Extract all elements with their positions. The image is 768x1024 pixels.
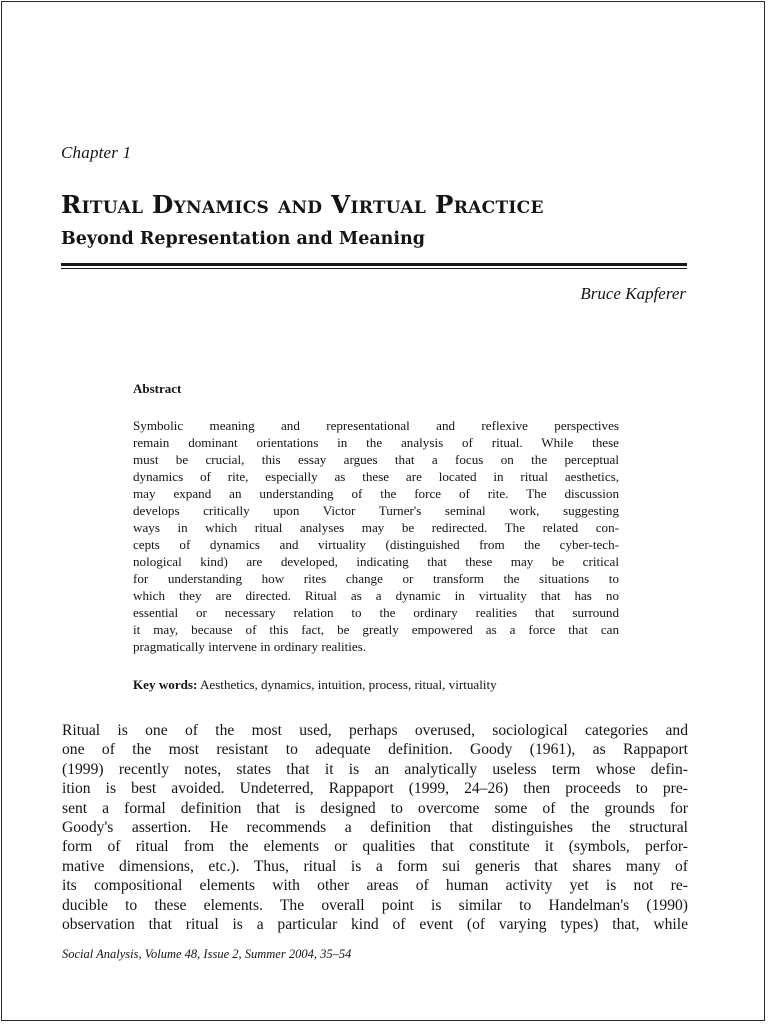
abstract-line: may expand an understanding of the force of rite. The discussion	[133, 486, 619, 501]
abstract-body	[133, 417, 619, 655]
abstract-line: must be crucial, this essay argues that a focus on the perceptual	[133, 452, 619, 467]
abstract-line: ways in which ritual analyses may be redirected. The related con-	[133, 520, 619, 535]
abstract-line: cepts of dynamics and virtuality (distinguished from the cyber-tech-	[133, 537, 619, 552]
journal-citation-footer: Social Analysis, Volume 48, Issue 2, Summer 2004, 35–54	[62, 947, 352, 961]
body-line: (1999) recently notes, states that it is an analytically useless term whose defin-	[62, 760, 688, 778]
abstract-line: pragmatically intervene in ordinary realities.	[133, 639, 367, 654]
abstract-heading: Abstract	[133, 381, 182, 396]
body-line: Goody's assertion. He recommends a definition that distinguishes the structural	[62, 819, 688, 837]
body-line: mative dimensions, etc.). Thus, ritual is a form sui generis that shares many of	[62, 857, 688, 875]
body-line: ducible to these elements. The overall point is similar to Handelman's (1990)	[62, 896, 688, 914]
body-paragraph	[62, 721, 688, 934]
abstract-line: Symbolic meaning and representational and reflexive perspectives	[133, 418, 619, 433]
abstract-line: nological kind) are developed, indicating that these may be critical	[133, 554, 619, 569]
keywords-value: Aesthetics, dynamics, intuition, process, ritual, virtuality	[199, 677, 497, 692]
abstract-line: which they are directed. Ritual as a dynamic in virtuality that has no	[133, 588, 619, 603]
abstract-line: it may, because of this fact, be greatly empowered as a force that can	[133, 622, 619, 637]
body-line: ition is best avoided. Undeterred, Rappaport (1999, 24–26) then proceeds to pre-	[62, 780, 688, 798]
chapter-label: Chapter 1	[61, 143, 132, 162]
body-line: sent a formal definition that is designed to overcome some of the grounds for	[62, 799, 688, 817]
title-rule-thick	[61, 263, 687, 266]
body-line: one of the most resistant to adequate definition. Goody (1961), as Rappaport	[62, 741, 688, 759]
author-name: Bruce Kapferer	[580, 284, 686, 303]
keywords-label: Key words:	[133, 677, 198, 692]
keywords	[133, 677, 619, 693]
chapter-title: Ritual Dynamics and Virtual Practice	[61, 190, 544, 219]
body-line: observation that ritual is a particular kind of event (of varying types) that, while	[62, 916, 688, 934]
abstract-line: develops critically upon Victor Turner's seminal work, suggesting	[133, 503, 619, 518]
body-line: its compositional elements with other areas of human activity yet is not re-	[62, 877, 688, 895]
body-line: Ritual is one of the most used, perhaps overused, sociological categories and	[62, 722, 688, 739]
body-line: form of ritual from the elements or qualities that constitute it (symbols, perfor-	[62, 838, 688, 856]
abstract-line: dynamics of rite, especially as these are located in ritual aesthetics,	[133, 469, 619, 484]
abstract-line: for understanding how rites change or transform the situations to	[133, 571, 619, 586]
abstract-line: remain dominant orientations in the analysis of ritual. While these	[133, 435, 619, 450]
abstract-line: essential or necessary relation to the ordinary realities that surround	[133, 605, 619, 620]
chapter-subtitle: Beyond Representation and Meaning	[61, 229, 426, 249]
title-rule-thin	[61, 268, 687, 269]
